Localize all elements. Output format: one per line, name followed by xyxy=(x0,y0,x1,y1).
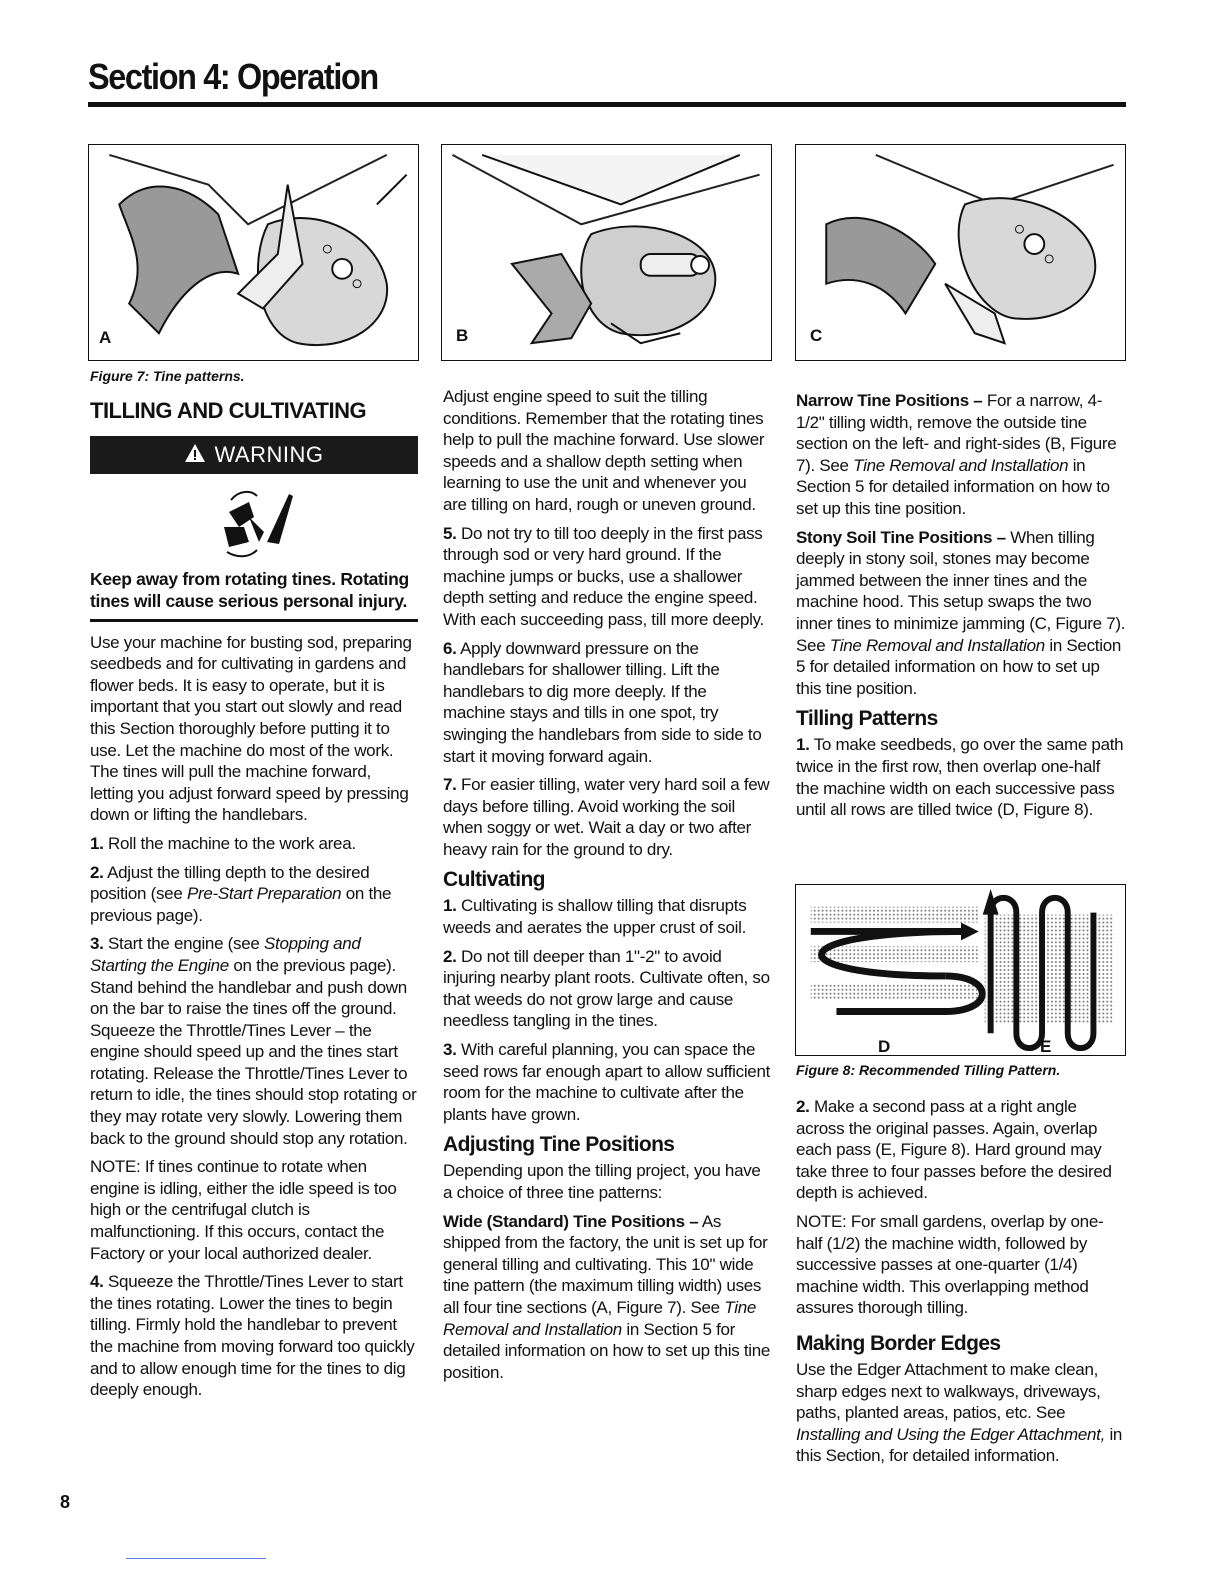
rotating-tines-hazard-icon xyxy=(209,482,299,562)
figure7-panel-a xyxy=(88,144,419,361)
making-border-edges-heading: Making Border Edges xyxy=(796,1331,1001,1355)
pattern-step-1: 1. To make seedbeds, go over the same path twice in the first row, then overlap one-half the machine width on each successive pass until all rows are tilled twice (D, Figure 8). xyxy=(796,735,1124,820)
figure7-label-b: B xyxy=(456,326,469,345)
step-2: 2. Adjust the tilling depth to the desired position (see Pre-Start Preparation on the previous page). xyxy=(90,862,392,925)
pattern-step-2: 2. Make a second pass at a right angle across the original passes. Again, overlap each pass (E, Figure 8). Hard ground may take three to four passes before the desired depth is achieved. xyxy=(796,1097,1112,1203)
step-4: 4. Squeeze the Throttle/Tines Lever to start the tines rotating. Lower the tines to begin tilling. Firmly hold the handlebar to prevent the machine from moving forward too quickly and to allow enough time for the tines to dig deeply enough. xyxy=(90,1272,415,1400)
tine-assembly-illustration xyxy=(442,145,771,360)
note-small-gardens: NOTE: For small gardens, overlap by one-half (1/2) the machine width, followed by successive passes at one-quarter (1/4) machine width. This overlapping method assures thorough tilling. xyxy=(796,1211,1104,1318)
figure7-caption: Figure 7: Tine patterns. xyxy=(90,368,245,384)
column-2 xyxy=(443,386,773,1390)
cultivating-step-1: 1. Cultivating is shallow tilling that disrupts weeds and aerates the upper crust of soil. xyxy=(443,896,747,938)
adjusting-tine-positions-heading: Adjusting Tine Positions xyxy=(443,1133,675,1157)
figure7-panel-c xyxy=(795,144,1126,361)
engine-speed-paragraph: Adjust engine speed to suit the tilling conditions. Remember that the rotating tines help to pull the machine forward. Use slower speeds and a shallow depth setting when learning to use the unit and whenever you are tilling on hard, rough or uneven ground. xyxy=(443,387,765,514)
title-rule xyxy=(88,102,1126,107)
figure7-label-a: A xyxy=(99,328,112,347)
border-edges-paragraph: Use the Edger Attachment to make clean, sharp edges next to walkways, driveways, paths, planted areas, patios, etc. See Installing and Using the Edger Attachment, in this Section, for detailed information. xyxy=(796,1359,1123,1466)
cultivating-step-3: 3. With careful planning, you can space the seed rows far enough apart to allow sufficient room for the machine to cultivate after the plants have grown. xyxy=(443,1040,771,1124)
footer-line xyxy=(126,1558,266,1559)
warning-text: Keep away from rotating tines. Rotating tines will cause serious personal injury. xyxy=(90,568,409,611)
step-5: 5. Do not try to till too deeply in the first pass through sod or very hard ground. If the machine jumps or bucks, use a shallower depth setting and reduce the engine speed. With each succeeding pass, till more deeply. xyxy=(443,523,764,629)
warning-banner xyxy=(90,436,418,474)
warning-rule xyxy=(90,619,418,622)
note-idle: NOTE: If tines continue to rotate when engine is idling, either the idle speed is too high or the centrifugal clutch is malfunctioning. If this occurs, contact the Factory or your local authorized dealer. xyxy=(90,1157,397,1263)
tilling-pattern-diagram xyxy=(796,885,1125,1055)
figure8-label-d: D xyxy=(878,1037,891,1056)
intro-paragraph: Use your machine for busting sod, preparing seedbeds and for cultivating in gardens and flower beds. It is easy to operate, but it is important that you start out slowly and read this Section thoroughly before putting it to use. Let the machine do most of the work. The tines will pull the machine forward, letting you adjust forward speed by pressing down or lifting the handlebars. xyxy=(90,632,412,825)
wide-tine-positions: Wide (Standard) Tine Positions – As shipped from the factory, the unit is set up for general tilling and cultivating. This 10" wide tine pattern (the maximum tilling width) uses all four tine sections (A, Figure 7). See Tine Removal and Installation in Section 5 for detailed information on how to set up this tine position. xyxy=(443,1211,771,1382)
narrow-tine-positions: Narrow Tine Positions – For a narrow, 4-1/2" tilling width, remove the outside tine section on the left- and right-sides (B, Figure 7). See Tine Removal and Installation in Section 5 for detailed information on how to set up this tine position. xyxy=(796,391,1117,518)
warning-label: WARNING xyxy=(214,441,324,467)
step-7: 7. For easier tilling, water very hard soil a few days before tilling. Avoid working the soil when soggy or wet. Wait a day or two after heavy rain for the ground to dry. xyxy=(443,775,770,859)
adjusting-intro: Depending upon the tilling project, you have a choice of three tine patterns: xyxy=(443,1161,761,1202)
figure8-label-e: E xyxy=(1040,1037,1052,1056)
column-1 xyxy=(90,400,418,1408)
figure7-panel-b xyxy=(441,144,772,361)
stony-soil-tine-positions: Stony Soil Tine Positions – When tilling deeply in stony soil, stones may become jammed between the inner tines and the machine hood. This setup swaps the two inner tines to minimize jamming (C, Figure 7). See Tine Removal and Installation in Section 5 for detailed information on how to set up this tine position. xyxy=(796,527,1126,698)
tilling-patterns-heading: Tilling Patterns xyxy=(796,707,938,731)
tilling-and-cultivating-heading: TILLING AND CULTIVATING xyxy=(90,398,367,423)
cultivating-heading: Cultivating xyxy=(443,868,545,892)
page-number: 8 xyxy=(60,1492,71,1512)
cultivating-step-2: 2. Do not till deeper than 1"-2" to avoid injuring nearby plant roots. Cultivate often, so that weeds do not grow large and cause needless tangling in the tines. xyxy=(443,946,770,1031)
section-title: Section 4: Operation xyxy=(88,56,378,97)
step-1: 1. Roll the machine to the work area. xyxy=(90,833,356,853)
column-3 xyxy=(796,390,1126,828)
step-6: 6. Apply downward pressure on the handlebars for shallower tilling. Lift the handlebars to dig more deeply. If the machine stays and tills in one spot, try swinging the handlebars from side to side to start it moving forward again. xyxy=(443,638,762,766)
warning-triangle-icon xyxy=(184,443,206,467)
figure8-caption: Figure 8: Recommended Tilling Pattern. xyxy=(796,1062,1061,1078)
step-3: 3. Start the engine (see Stopping and Starting the Engine on the previous page). Stand behind the handlebar and push down on the bar to raise the tines off the ground. Squeeze the Throttle/Tines Lever – the engine should speed up and the tines start rotating. Release the Throttle/Tines Lever to return to idle, the tines should stop rotating or they may rotate very slowly. Lowering them back to the ground should stop any rotation. xyxy=(90,934,417,1148)
tine-assembly-illustration xyxy=(796,145,1125,360)
figure7-label-c: C xyxy=(810,326,823,345)
column-3-lower xyxy=(796,1096,1126,1474)
tine-assembly-illustration xyxy=(89,145,418,360)
figure8 xyxy=(795,884,1126,1056)
